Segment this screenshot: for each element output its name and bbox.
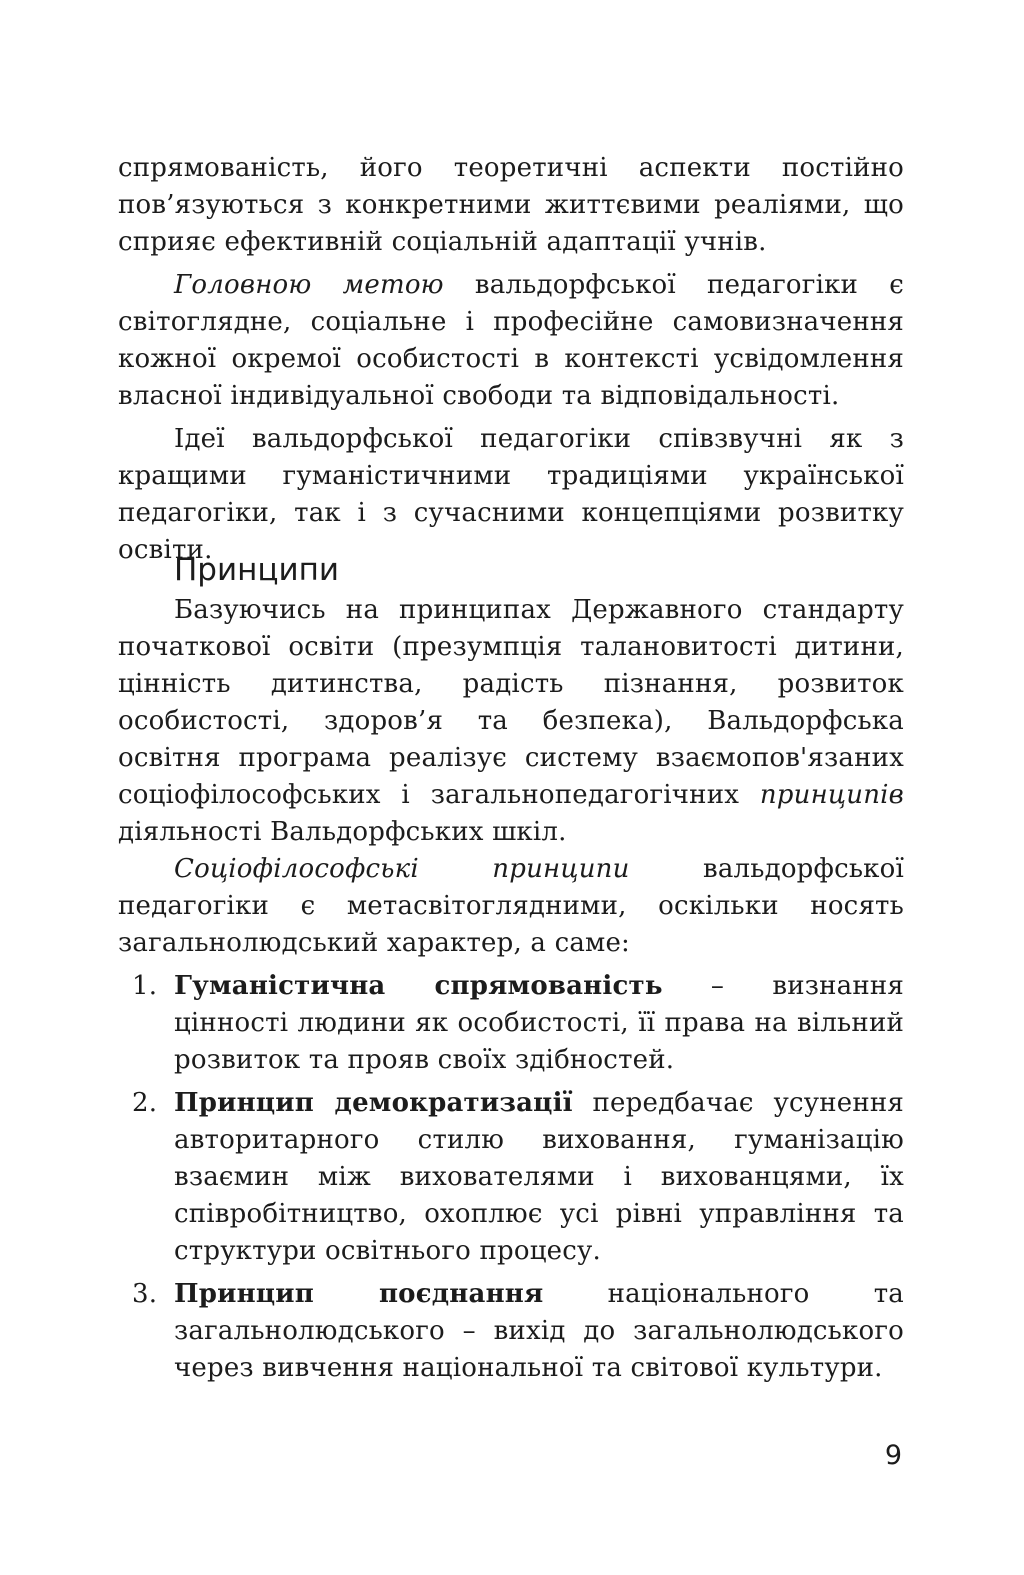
paragraph-text: спрямованість, його теоретичні аспекти постійно пов’язуються з конкретними життєвими реаліями, що сприяє ефективній соціальній адаптації учнів. xyxy=(118,153,904,257)
sociophilosophical-emphasis: Соціофілософські принципи xyxy=(174,854,630,884)
list-item xyxy=(118,1276,904,1387)
paragraph-sociophilosophical xyxy=(118,851,904,962)
paragraph-continuation xyxy=(118,150,904,261)
list-item-text: передбачає усунення авторитарного стилю виховання, гуманізацію взаємин між вихователями і вихованцями, їх співробітництво, охоплює усі рівні управління та структури освітнього процесу. xyxy=(174,1088,905,1266)
paragraph-goal xyxy=(118,267,904,415)
paragraph-text: діяльності Вальдорфських шкіл. xyxy=(118,817,567,847)
list-item-text: національного та загальнолюдського – вихід до загальнолюдського через вивчення національної та світової культури. xyxy=(174,1279,904,1383)
list-item-text: – визнання цінності людини як особистості, її права на вільний розвиток та прояв своїх здібностей. xyxy=(174,971,904,1075)
paragraph-text: вальдорфської педагогіки є метасвітоглядними, оскільки носять загальнолюдський характер, а саме: xyxy=(118,854,904,958)
paragraph-ideas xyxy=(118,421,904,569)
goal-emphasis: Головною метою xyxy=(174,270,444,300)
list-item-term: Принцип поєднання xyxy=(174,1279,544,1309)
list-number: 1. xyxy=(132,971,158,1001)
principles-text xyxy=(118,592,904,1387)
list-item-term: Принцип демократизації xyxy=(174,1088,573,1118)
paragraph-text: вальдорфської педагогіки є світоглядне, соціальне і професійне самовизначення кожної окремої особистості в контексті усвідомлення власної індивідуальної свободи та відповідальності. xyxy=(118,270,904,411)
principles-emphasis: принципів xyxy=(759,780,904,810)
list-number: 2. xyxy=(132,1088,158,1118)
section-title: Принципи xyxy=(174,552,340,588)
paragraph-text: Базуючись на принципах Державного стандарту початкової освіти (презумпція талановитості дитини, цінність дитинства, радість пізнання, розвиток особистості, здоров’я та безпека), Вальдорфська освітня програма реалізує систему взаємопов'язаних соціофілософських і загальнопедагогічних xyxy=(118,595,904,810)
list-item-term: Гуманістична спрямованість xyxy=(174,971,663,1001)
list-number: 3. xyxy=(132,1279,158,1309)
principles-list xyxy=(118,968,904,1387)
list-item xyxy=(118,968,904,1079)
page-number: 9 xyxy=(884,1440,902,1471)
list-item xyxy=(118,1085,904,1270)
intro-text xyxy=(118,150,904,569)
paragraph-basis xyxy=(118,592,904,851)
paragraph-text: Ідеї вальдорфської педагогіки співзвучні як з кращими гуманістичними традиціями української педагогіки, так і з сучасними концепціями розвитку освіти. xyxy=(118,424,904,565)
